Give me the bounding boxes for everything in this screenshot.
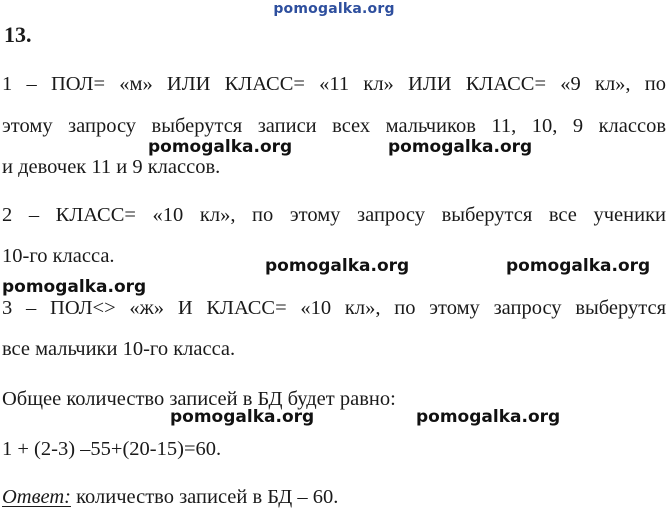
watermark-text: pomogalka.org (148, 137, 293, 157)
paragraph-1-line-1-text: 1 – ПОЛ= «м» ИЛИ КЛАСС= «11 кл» ИЛИ КЛАСС= «9 кл», по (2, 73, 666, 95)
answer-line (2, 486, 338, 509)
paragraph-1-line-2-text: этому запросу выберутся записи всех мальчиков 11, 10, 9 классов (2, 115, 666, 137)
paragraph-1-line-2 (2, 115, 666, 138)
watermark-text: pomogalka.org (265, 256, 410, 276)
answer-label: Ответ: (2, 486, 71, 508)
watermark-text: pomogalka.org (416, 407, 561, 427)
watermark-text: pomogalka.org (388, 137, 533, 157)
paragraph-2-line-2: 10-го класса. (2, 245, 115, 267)
total-statement: Общее количество записей в БД будет равно: (2, 388, 396, 410)
site-header-watermark: pomogalka.org (273, 1, 395, 17)
paragraph-2-line-1 (2, 204, 666, 227)
paragraph-1-line-1 (2, 73, 666, 96)
total-formula: 1 + (2-3) –55+(20-15)=60. (2, 438, 222, 460)
watermark-text: pomogalka.org (506, 256, 651, 276)
watermark-text: pomogalka.org (2, 277, 147, 297)
paragraph-1-line-3: и девочек 11 и 9 классов. (2, 156, 221, 178)
paragraph-3-line-1-text: 3 – ПОЛ<> «ж» И КЛАСС= «10 кл», по этому запросу выберутся (2, 297, 666, 319)
paragraph-3-line-2: все мальчики 10-го класса. (2, 338, 236, 360)
answer-text: количество записей в БД – 60. (70, 486, 339, 508)
paragraph-3-line-1 (2, 297, 666, 320)
paragraph-2-line-1-text: 2 – КЛАСС= «10 кл», по этому запросу выберутся все ученики (2, 204, 666, 226)
watermark-text: pomogalka.org (170, 407, 315, 427)
problem-number: 13. (4, 22, 32, 47)
